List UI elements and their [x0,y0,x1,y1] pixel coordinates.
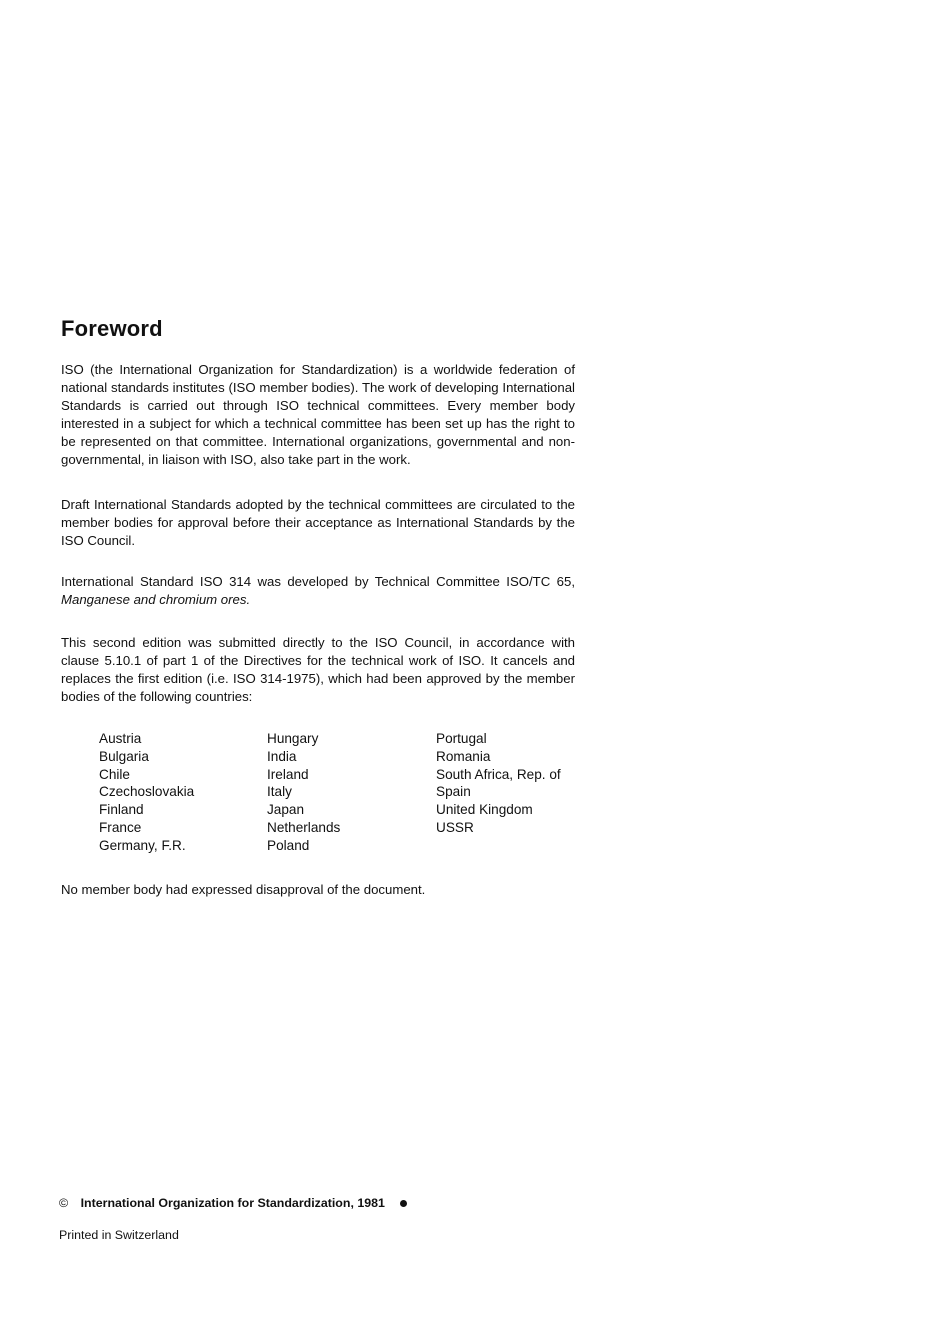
country-item: Netherlands [267,819,341,835]
country-item: Poland [267,837,310,853]
copyright-notice [59,1196,407,1210]
country-item: USSR [436,819,474,835]
foreword-paragraph-3 [61,573,575,609]
country-item: Finland [99,802,144,818]
country-item: United Kingdom [436,802,533,818]
copyright-text: International Organization for Standardization, 1981 [80,1196,385,1210]
country-list-column-2 [267,730,340,855]
printed-in-notice: Printed in Switzerland [59,1228,179,1242]
country-item: Spain [436,784,471,800]
country-item: South Africa, Rep. of [436,766,561,782]
country-item: Italy [267,784,292,800]
country-item: Portugal [436,731,487,746]
foreword-paragraph-1: ISO (the International Organization for Standardization) is a worldwide federation of national standards institutes (ISO member bodies). The work of developing International Standards is carried out through ISO technical committees. Every member body interested in a subject for which a technical committee has been set up has the right to be represented on that committee. International organizations, governmental and non-governmental, in liaison with ISO, also take part in the work. [61,362,575,467]
country-item: Japan [267,802,305,818]
page-title: Foreword [61,316,163,341]
country-item: Austria [99,731,142,746]
country-item: Ireland [267,766,309,782]
committee-title: Manganese and chromium ores. [61,592,251,607]
country-item: France [99,819,142,835]
country-item: Chile [99,766,130,782]
country-item: India [267,748,297,764]
foreword-paragraph-4: This second edition was submitted directly to the ISO Council, in accordance with clause 5.10.1 of part 1 of the Directives for the technical work of ISO. It cancels and replaces the first edition (i.e. ISO 314-1975), which had been approved by the member bodies of the following countries: [61,635,575,704]
standard-development-text: International Standard ISO 314 was developed by Technical Committee ISO/TC 65, [61,574,575,589]
country-item: Bulgaria [99,748,149,764]
foreword-paragraph-2: Draft International Standards adopted by the technical committees are circulated to the member bodies for approval before their acceptance as International Standards by the ISO Council. [61,497,575,548]
country-item: Romania [436,748,491,764]
country-item: Hungary [267,731,319,746]
country-item: Germany, F.R. [99,837,186,853]
foreword-paragraph-5: No member body had expressed disapproval of the document. [61,882,426,897]
country-list-column-3 [436,730,561,837]
country-item: Czechoslovakia [99,784,195,800]
copyright-symbol: © [59,1196,69,1210]
country-list-column-1 [99,730,194,855]
bullet-icon [400,1200,407,1207]
